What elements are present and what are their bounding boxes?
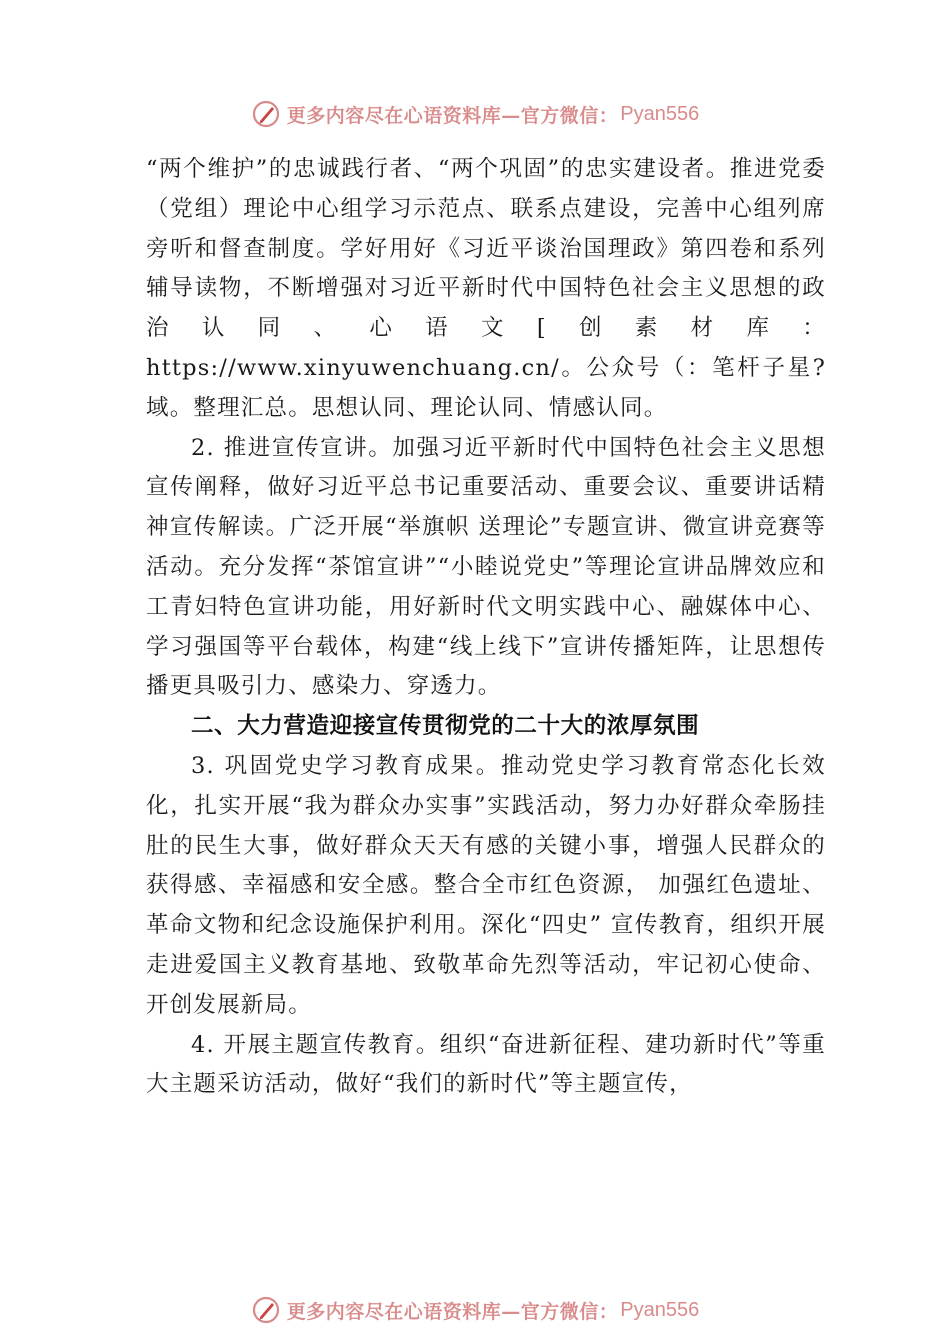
- quill-logo-icon: [251, 99, 281, 129]
- header-watermark: [0, 94, 950, 134]
- section-heading-2: 二、大力营造迎接宣传贯彻党的二十大的浓厚氛围: [191, 713, 700, 740]
- paragraph-item-3: 3. 巩固党史学习教育成果。推动党史学习教育常态化长效化，扎实开展“我为群众办实事”实践活动，努力办好群众牵肠挂肚的民生大事，做好群众天天有感的关键小事，增强人民群众的获得感、幸福感和安全感。整合全市红色资源， 加强红色遗址、革命文物和纪念设施保护利用。深化“四史” 宣传教育，组织开展走进爱国主义教育基地、致敬革命先烈等活动，牢记初心使命、开创发展新局。: [146, 752, 826, 1018]
- watermark-text: 更多内容尽在心语资料库—官方微信：: [286, 1300, 619, 1323]
- watermark-wechat-id: Pyan556: [620, 1298, 700, 1321]
- paragraph-item-2: 2. 推进宣传宣讲。加强习近平新时代中国特色社会主义思想宣传阐释，做好习近平总书记重要活动、重要会议、重要讲话精神宣传解读。广泛开展“举旗帜 送理论”专题宣讲、微宣讲竞赛等活动。充分发挥“茶馆宣讲”“小睦说党史”等理论宣讲品牌效应和工青妇特色宣讲功能，用好新时代文明实践中心、融媒体中心、学习强国等平台载体，构建“线上线下”宣讲传播矩阵，让思想传播更具吸引力、感染力、穿透力。: [146, 434, 826, 700]
- document-body: [146, 150, 826, 1105]
- watermark-text: 更多内容尽在心语资料库—官方微信：: [286, 104, 619, 127]
- footer-watermark: [0, 1290, 950, 1330]
- paragraph-continued: “两个维护”的忠诚践行者、“两个巩固”的忠实建设者。推进党委（党组）理论中心组学习示范点、联系点建设，完善中心组列席旁听和督查制度。学好用好《习近平谈治国理政》第四卷和系列辅导读物，不断增强对习近平新时代中国特色社会主义思想的政治认同、心语文[创素材库：https://www.xinyuwenchuang.cn/。公众号（：笔杆子星?域。整理汇总。思想认同、理论认同、情感认同。: [146, 156, 826, 421]
- watermark-wechat-id: Pyan556: [620, 102, 700, 125]
- paragraph-item-4: 4. 开展主题宣传教育。组织“奋进新征程、建功新时代”等重大主题采访活动，做好“我们的新时代”等主题宣传，: [146, 1031, 826, 1098]
- quill-logo-icon: [251, 1295, 281, 1325]
